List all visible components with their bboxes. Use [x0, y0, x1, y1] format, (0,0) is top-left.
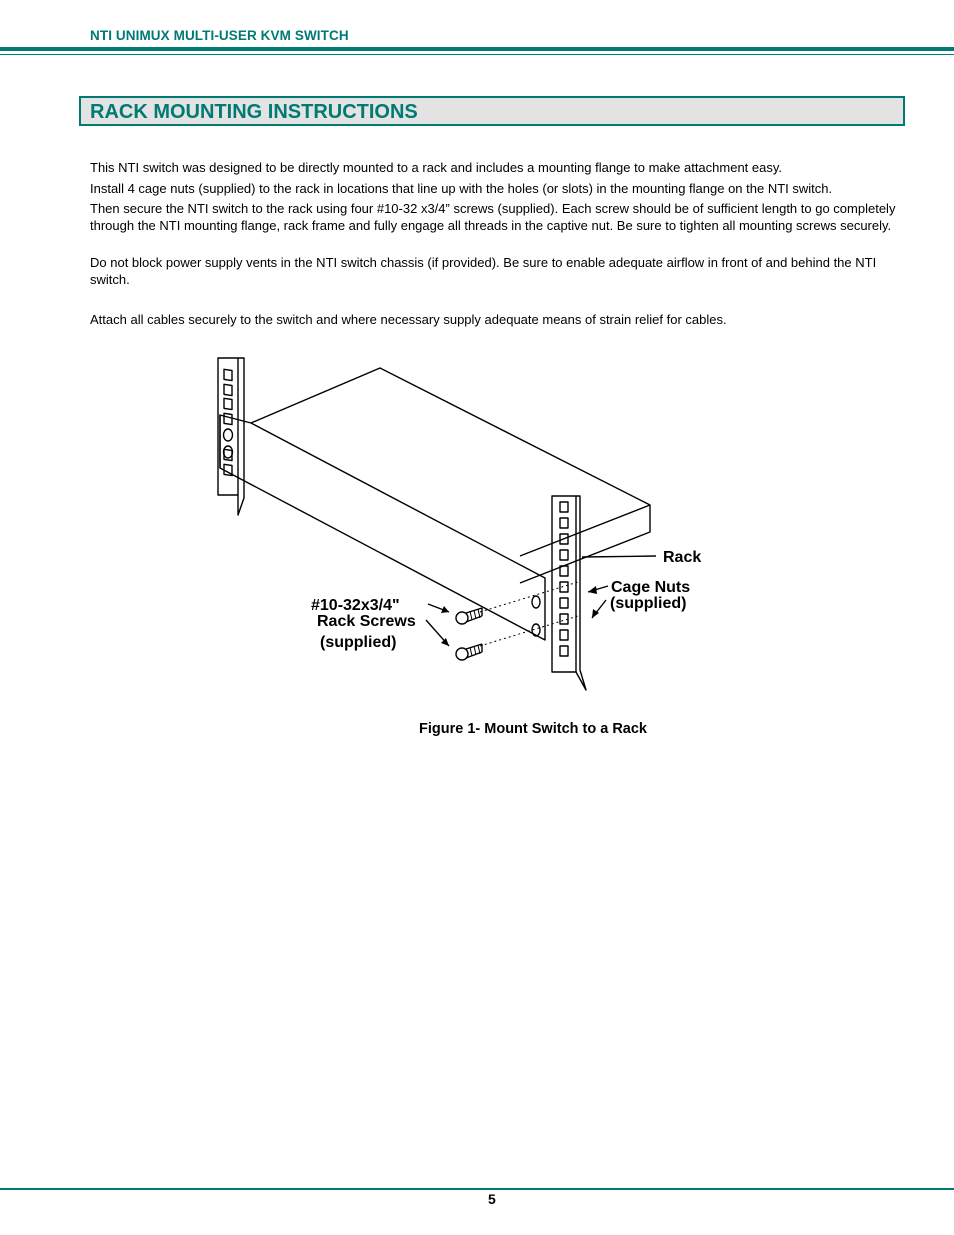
- right-rail-holes: [560, 502, 568, 656]
- footer-rule: [0, 1188, 954, 1190]
- paragraph-cage-nuts: Install 4 cage nuts (supplied) to the rack in locations that line up with the holes (or slots) in the mounting flange on the NTI switch.: [90, 181, 833, 196]
- figure-caption: Figure 1- Mount Switch to a Rack: [419, 721, 647, 737]
- label-rack-screws: Rack Screws: [317, 613, 416, 630]
- paragraph-intro: This NTI switch was designed to be directly mounted to a rack and includes a mounting flange to make attachment easy.: [90, 160, 783, 175]
- rack-mount-diagram: [200, 350, 720, 695]
- label-screw-spec: #10-32x3/4": [311, 597, 400, 614]
- rack-screw-upper: [456, 608, 482, 624]
- label-cage-nuts-supplied: (supplied): [610, 595, 687, 612]
- label-cage-nuts: Cage Nuts: [611, 579, 691, 596]
- header-rule-thick: [0, 47, 954, 51]
- rack-screw-lower: [456, 644, 482, 660]
- paragraph-airflow: Do not block power supply vents in the NTI switch chassis (if provided). Be sure to enable adequate airflow in front of and behind the NTI switch.: [90, 255, 877, 287]
- section-heading-box: [79, 96, 905, 126]
- running-header-title: NTI UNIMUX MULTI-USER KVM SWITCH: [90, 28, 349, 43]
- header-rule-thin: [0, 54, 954, 55]
- page-number: 5: [488, 1191, 496, 1207]
- left-rail-holes: [224, 369, 232, 475]
- paragraph-cables: Attach all cables securely to the switch and where necessary supply adequate means of strain relief for cables.: [90, 312, 727, 327]
- section-title: RACK MOUNTING INSTRUCTIONS: [90, 101, 418, 123]
- label-rack: Rack: [663, 549, 702, 566]
- paragraph-secure-screws: Then secure the NTI switch to the rack using four #10-32 x3/4” screws (supplied). Each screw should be of sufficient length to go completely through the NTI mounting flange, rack frame and fully engage all threads in the captive nut. Be sure to tighten all mounting screws securely.: [90, 201, 896, 233]
- label-screws-supplied: (supplied): [320, 634, 397, 651]
